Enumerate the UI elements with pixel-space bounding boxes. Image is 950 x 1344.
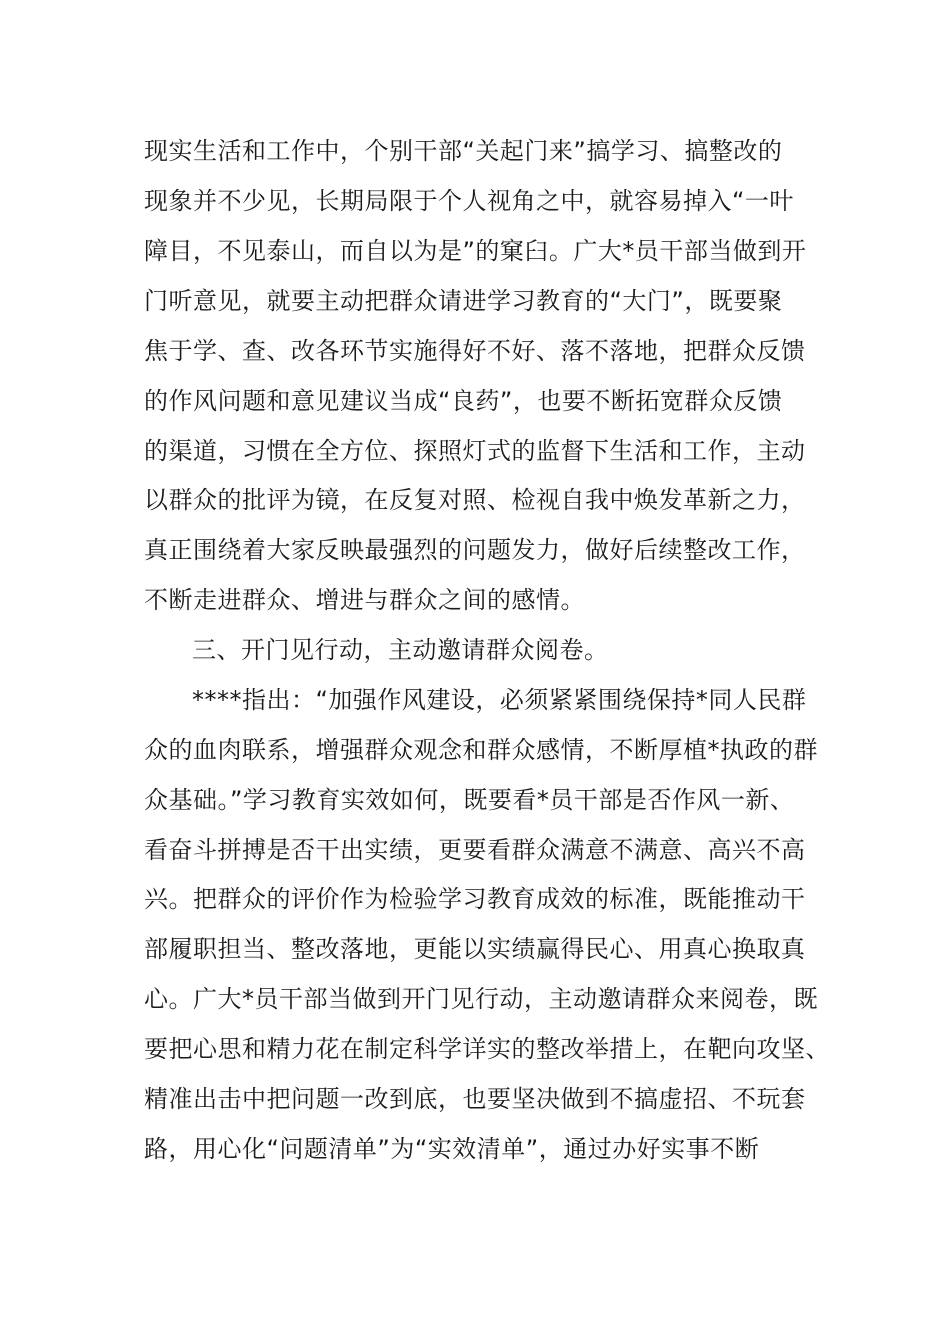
text-line: 以群众的批评为镜，在反复对照、检视自我中焕发革新之力， <box>144 486 806 514</box>
text-line: ****指出：“加强作风建设，必须紧紧围绕保持*同人民群 <box>192 686 807 714</box>
text-line: 真正围绕着大家反映最强烈的问题发力，做好后续整改工作， <box>144 536 806 564</box>
text-line: 要把心思和精力花在制定科学详实的整改举措上，在靶向攻坚、 <box>144 1035 830 1063</box>
text-line: 的渠道，习惯在全方位、探照灯式的监督下生活和工作，主动 <box>144 437 806 465</box>
text-line: 现象并不少见，长期局限于个人视角之中，就容易掉入“一叶 <box>144 187 794 215</box>
text-line: 部履职担当、整改落地，更能以实绩赢得民心、用真心换取真 <box>144 935 806 963</box>
text-line: 众基础。”学习教育实效如何，既要看*员干部是否作风一新、 <box>144 786 795 814</box>
text-line: 的作风问题和意见建议当成“良药”，也要不断拓宽群众反馈 <box>144 387 783 415</box>
text-line: 精准出击中把问题一改到底，也要坚决做到不搞虚招、不玩套 <box>144 1085 806 1113</box>
text-line: 障目，不见泰山，而自以为是”的窠臼。广大*员干部当做到开 <box>144 237 807 265</box>
text-line: 看奋斗拼搏是否干出实绩，更要看群众满意不满意、高兴不高 <box>144 836 806 864</box>
text-line: 焦于学、查、改各环节实施得好不好、落不落地，把群众反馈 <box>144 337 806 365</box>
text-line: 现实生活和工作中，个别干部“关起门来”搞学习、搞整改的 <box>144 137 783 165</box>
text-line: 心。广大*员干部当做到开门见行动，主动邀请群众来阅卷，既 <box>144 985 818 1013</box>
section-heading: 三、开门见行动，主动邀请群众阅卷。 <box>192 636 609 664</box>
text-line: 兴。把群众的评价作为检验学习教育成效的标准，既能推动干 <box>144 885 806 913</box>
text-line: 众的血肉联系，增强群众观念和群众感情，不断厚植*执政的群 <box>144 736 818 764</box>
text-line: 路，用心化“问题清单”为“实效清单”，通过办好实事不断 <box>144 1135 760 1163</box>
text-line: 门听意见，就要主动把群众请进学习教育的“大门”，既要聚 <box>144 287 783 315</box>
text-line: 不断走进群众、增进与群众之间的感情。 <box>144 586 585 614</box>
